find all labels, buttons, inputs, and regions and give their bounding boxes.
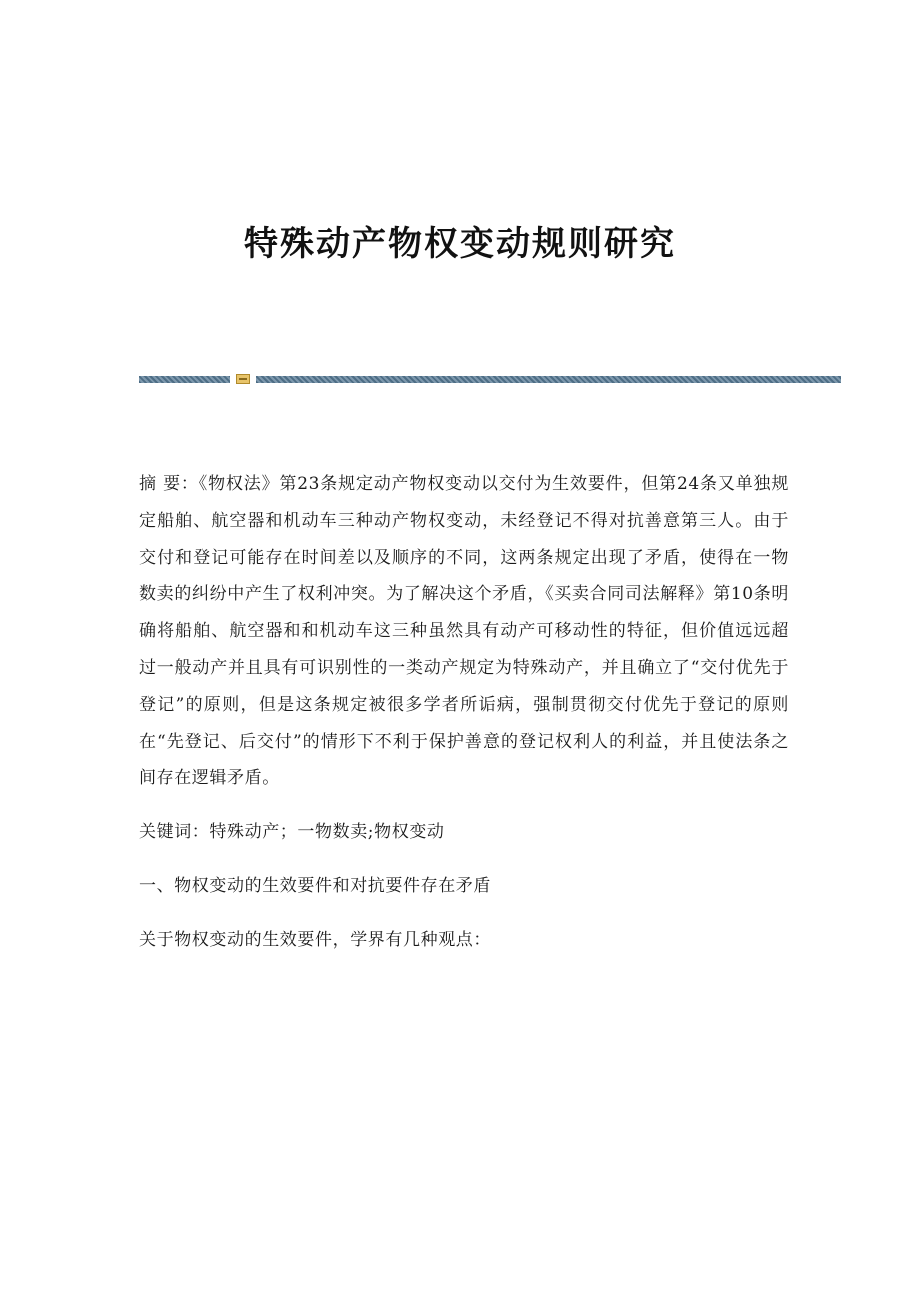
keywords-line: 关键词：特殊动产；一物数卖;物权变动 — [139, 822, 445, 843]
divider-ornament-icon — [236, 374, 250, 384]
divider-bar-right — [256, 376, 841, 383]
abstract-paragraph: 摘 要：《物权法》第23条规定动产物权变动以交付为生效要件，但第24条又单独规定船舶、航空器和机动车三种动产物权变动，未经登记不得对抗善意第三人。由于交付和登记可能存在时间差以及顺序的不同，这两条规定出现了矛盾，使得在一物数卖的纠纷中产生了权利冲突。为了解决这个矛盾，《买卖合同司法解释》第10条明确将船舶、航空器和和机动车这三种虽然具有动产可移动性的特征，但价值远远超过一般动产并且具有可识别性的一类动产规定为特殊动产，并且确立了“交付优先于登记”的原则，但是这条规定被很多学者所诟病，强制贯彻交付优先于登记的原则在“先登记、后交付”的情形下不利于保护善意的登记权利人的利益，并且使法条之间存在逻辑矛盾。 — [139, 474, 789, 789]
section-heading: 一、物权变动的生效要件和对抗要件存在矛盾 — [139, 875, 491, 896]
divider-bar-left — [139, 376, 230, 383]
title-divider — [139, 374, 841, 384]
document-title: 特殊动产物权变动规则研究 — [244, 224, 676, 264]
document-body — [139, 466, 789, 959]
section-intro: 关于物权变动的生效要件，学界有几种观点： — [139, 929, 491, 950]
